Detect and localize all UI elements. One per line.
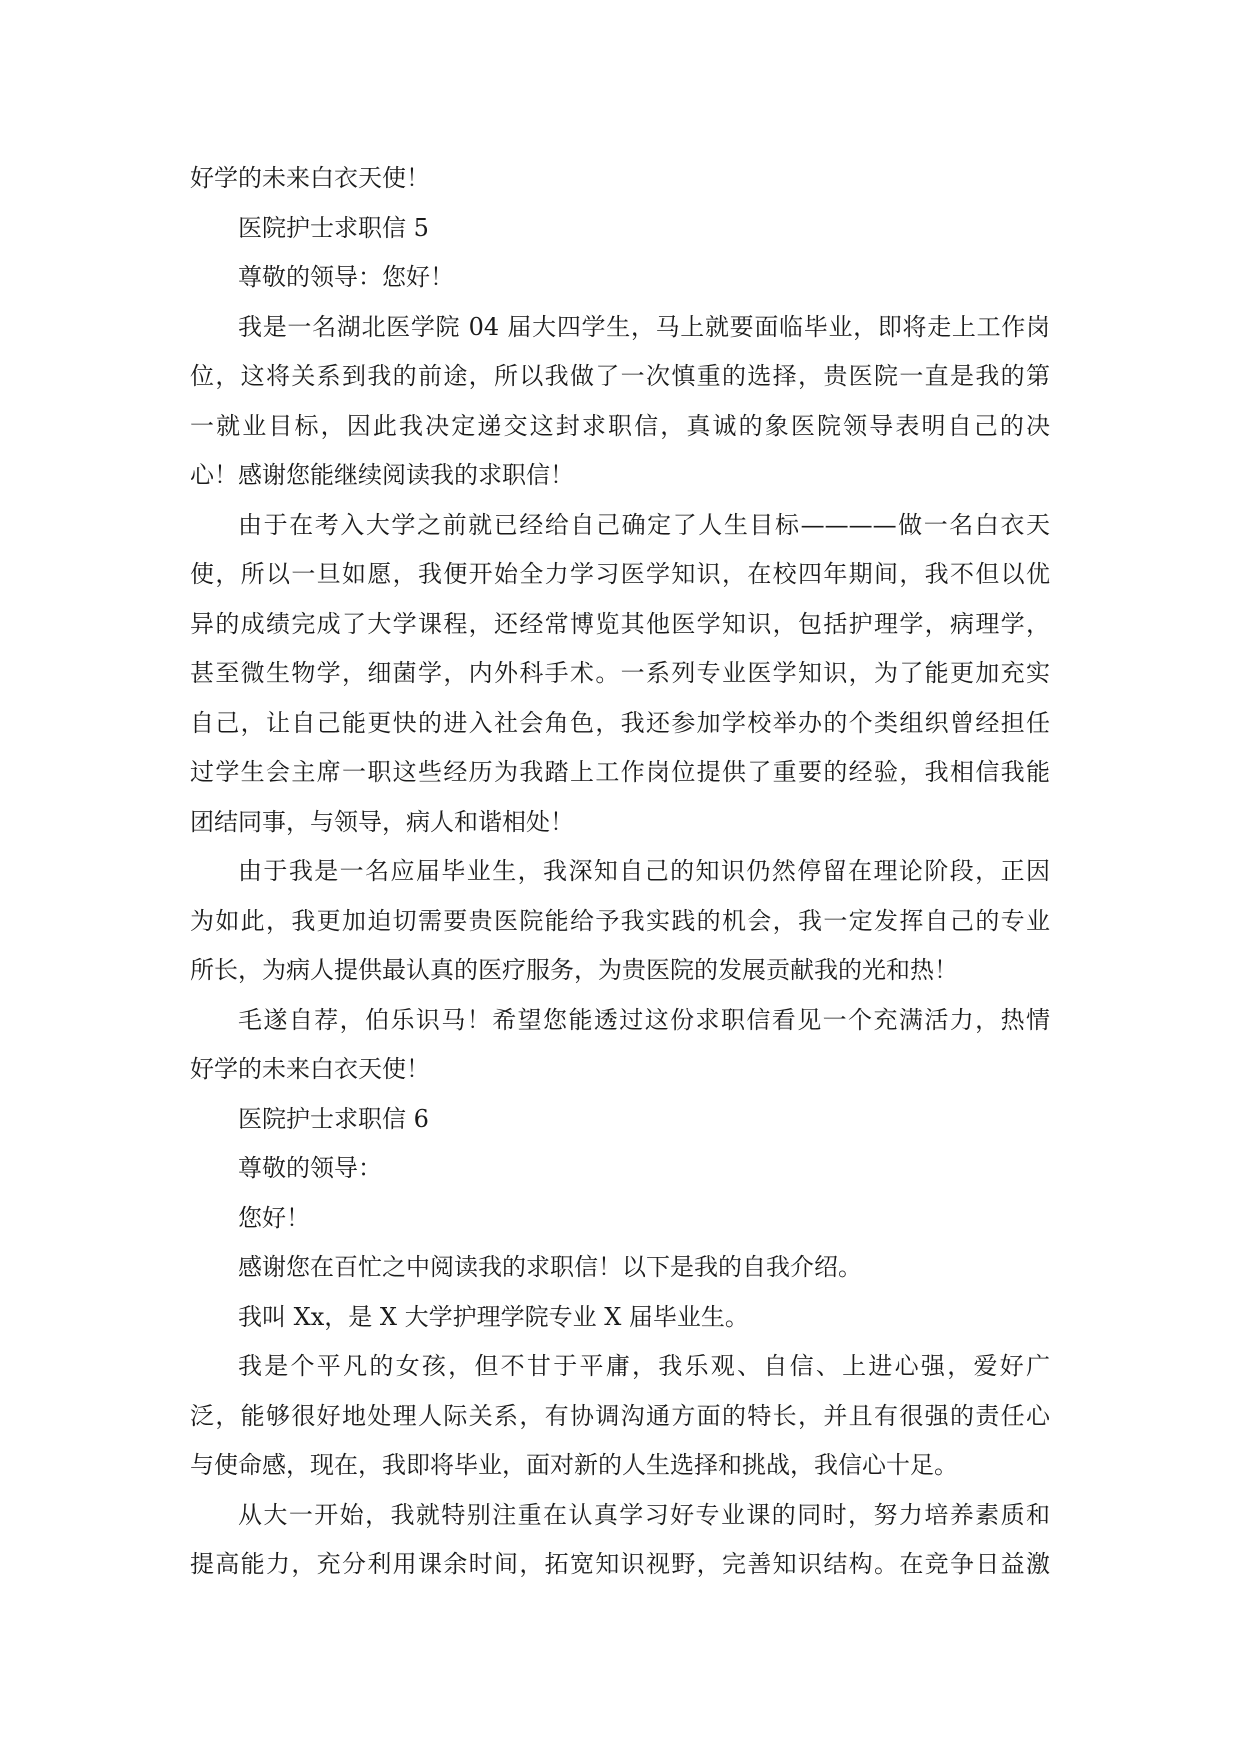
letter-heading: 医院护士求职信 6 xyxy=(238,1104,429,1133)
text-line: 从大一开始，我就特别注重在认真学习好专业课的同时，努力培养素质和 xyxy=(238,1500,1050,1529)
letter-body xyxy=(190,154,1050,1590)
salutation: 尊敬的领导：您好！ xyxy=(238,263,454,291)
text-line: 毛遂自荐，伯乐识马！希望您能透过这份求职信看见一个充满活力，热情 xyxy=(238,1005,1050,1034)
text-line: 团结同事，与领导，病人和谐相处！ xyxy=(190,807,574,836)
text-line: 自己，让自己能更快的进入社会角色，我还参加学校举办的个类组织曾经担任 xyxy=(190,708,1050,737)
text-line: 泛，能够很好地处理人际关系，有协调沟通方面的特长，并且有很强的责任心 xyxy=(190,1401,1050,1430)
text-line: 异的成绩完成了大学课程，还经常博览其他医学知识，包括护理学，病理学， xyxy=(190,609,1050,638)
text-line: 我叫 Xx，是 X 大学护理学院专业 X 届毕业生。 xyxy=(238,1302,749,1331)
text-line: 我是个平凡的女孩，但不甘于平庸，我乐观、自信、上进心强，爱好广 xyxy=(238,1352,1050,1380)
text-line: 好学的未来白衣天使！ xyxy=(190,1055,430,1083)
letter-heading: 医院护士求职信 5 xyxy=(238,213,429,242)
text-line: 提高能力，充分利用课余时间，拓宽知识视野，完善知识结构。在竞争日益激 xyxy=(190,1550,1050,1578)
text-line: 位，这将关系到我的前途，所以我做了一次慎重的选择，贵医院一直是我的第 xyxy=(190,362,1050,390)
text-line: 由于我是一名应届毕业生，我深知自己的知识仍然停留在理论阶段，正因 xyxy=(238,857,1050,885)
text-line: 心！感谢您能继续阅读我的求职信！ xyxy=(190,461,574,489)
text-line: 一就业目标，因此我决定递交这封求职信，真诚的象医院领导表明自己的决 xyxy=(190,411,1050,440)
salutation: 尊敬的领导： xyxy=(238,1154,382,1182)
text-line: 由于在考入大学之前就已经给自己确定了人生目标————做一名白衣天 xyxy=(238,510,1050,539)
text-line: 感谢您在百忙之中阅读我的求职信！以下是我的自我介绍。 xyxy=(238,1253,862,1281)
text-line: 为如此，我更加迫切需要贵医院能给予我实践的机会，我一定发挥自己的专业 xyxy=(190,906,1050,935)
greeting: 您好！ xyxy=(238,1203,310,1232)
text-line: 过学生会主席一职这些经历为我踏上工作岗位提供了重要的经验，我相信我能 xyxy=(190,758,1050,786)
text-line: 所长，为病人提供最认真的医疗服务，为贵医院的发展贡献我的光和热！ xyxy=(190,956,958,984)
text-line: 好学的未来白衣天使！ xyxy=(190,164,430,192)
text-line: 甚至微生物学，细菌学，内外科手术。一系列专业医学知识，为了能更加充实 xyxy=(190,659,1050,687)
text-line: 与使命感，现在，我即将毕业，面对新的人生选择和挑战，我信心十足。 xyxy=(190,1451,958,1479)
text-line: 使，所以一旦如愿，我便开始全力学习医学知识，在校四年期间，我不但以优 xyxy=(190,560,1050,588)
text-line: 我是一名湖北医学院 04 届大四学生，马上就要面临毕业，即将走上工作岗 xyxy=(238,312,1050,341)
